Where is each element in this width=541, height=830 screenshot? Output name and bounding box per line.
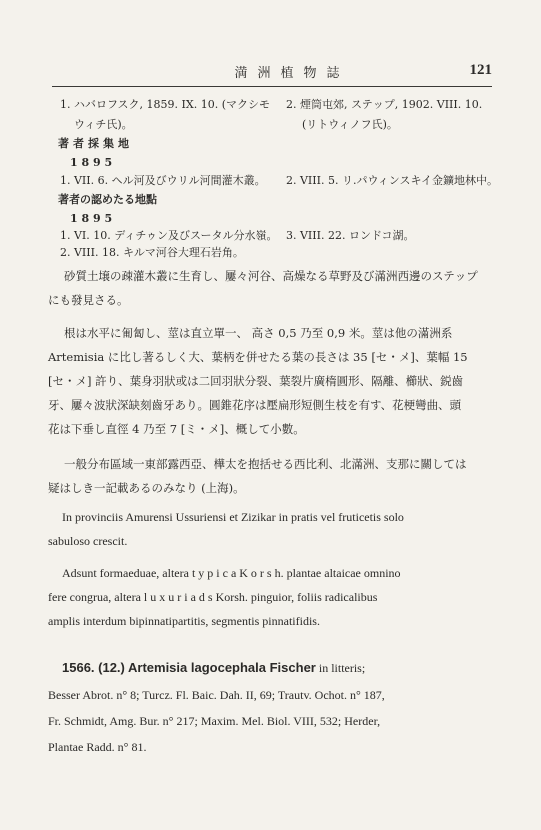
- page-header: [52, 62, 492, 84]
- locality-line: 2. VIII. 18. キルマ河谷大理石岩角。: [60, 246, 244, 259]
- locality-line: 1. ハバロフスク, 1859. IX. 10. (マクシモ: [60, 98, 270, 111]
- year-label: 1 8 9 5: [70, 212, 113, 225]
- latin-line: amplis interdum bipinnatipartitis, segmentis pinnatifidis.: [48, 614, 320, 628]
- latin-line: In provinciis Amurensi Ussuriensi et Zizikar in pratis vel fruticetis solo: [62, 510, 404, 524]
- body-line: 根は水平に匍匐し、莖は直立單一、 高さ 0,5 乃至 0,9 米。莖は他の滿洲系: [64, 326, 453, 340]
- body-line: 砂質土壌の疎灌木叢に生育し、屢々河谷、高燥なる草野及び滿洲西邊のステップ: [64, 269, 478, 283]
- header-rule: [52, 86, 492, 87]
- latin-line: Adsunt formaeduae, altera t y p i c a K o r s h. plantae altaicae omnino: [62, 566, 401, 580]
- latin-line: sabuloso crescit.: [48, 534, 128, 548]
- locality-line: 2. 煙筒屯郊, ステップ, 1902. VIII. 10.: [286, 98, 483, 111]
- body-line: 疑はしき一記載あるのみなり (上海)。: [48, 481, 245, 495]
- locality-line: 1. VI. 10. ディチゥン及びスータル分水嶺。: [60, 229, 278, 242]
- locality-line: ウィチ氏)。: [74, 118, 133, 131]
- species-heading: 1566. (12.) Artemisia lagocephala Fischer: [62, 660, 316, 675]
- running-title: 満洲植物誌: [234, 66, 350, 81]
- body-line: [セ・メ] 許り、葉身羽狀或は二回羽狀分裂、葉裂片廣楕圓形、隔離、櫛狀、鋭齒: [48, 374, 464, 388]
- species-citation: in litteris;: [315, 661, 366, 675]
- page-number: 121: [469, 62, 492, 78]
- citation-line: Besser Abrot. n° 8; Turcz. Fl. Baic. Dah. II, 69; Trautv. Ochot. n° 187,: [48, 688, 385, 702]
- body-line: 花は下垂し直徑 4 乃至 7 [ミ・メ]、概して小數。: [48, 422, 305, 436]
- body-line: にも發見さる。: [48, 293, 129, 307]
- body-line: 一般分布區域一東部露西亞、樺太を抱括せる西比利、北滿洲、支那に關しては: [64, 457, 467, 471]
- body-line: 牙、屢々波狀深缺刻齒牙あり。圓錐花序は壓扁形短側生枝を有す、花梗彎曲、頭: [48, 398, 462, 412]
- locality-line: 2. VIII. 5. リ.パウィンスキイ金鑛地林中。: [286, 174, 499, 187]
- year-label: 1 8 9 5: [70, 156, 113, 169]
- species-entry-first-line: [62, 657, 508, 679]
- latin-line: fere congrua, altera l u x u r i a d s Korsh. pinguior, foliis radicalibus: [48, 590, 378, 604]
- locality-line: 3. VIII. 22. ロンドコ湖。: [286, 229, 415, 242]
- collector-heading: 著者採集地: [58, 137, 133, 150]
- locality-line: 1. VII. 6. ヘル河及びウリル河間灌木叢。: [60, 174, 266, 187]
- observed-heading: 著者の認めたる地點: [58, 193, 157, 206]
- body-line: Artemisia に比し著るしく大、葉柄を併せたる葉の長さは 35 [セ・メ]、葉幅 15: [48, 350, 468, 364]
- citation-line: Fr. Schmidt, Amg. Bur. n° 217; Maxim. Mel. Biol. VIII, 532; Herder,: [48, 714, 381, 728]
- locality-line: (リトウィノフ氏)。: [302, 118, 398, 131]
- citation-line: Plantae Radd. n° 81.: [48, 740, 147, 754]
